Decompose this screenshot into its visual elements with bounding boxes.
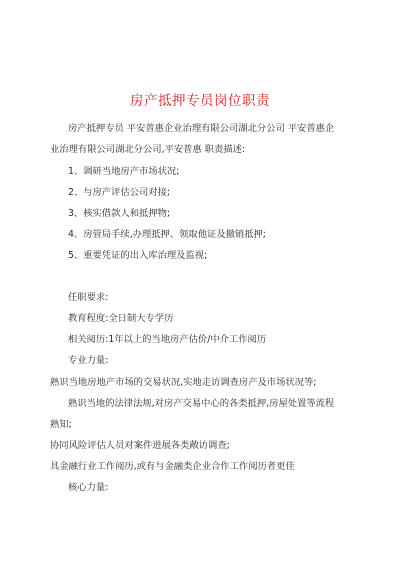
core-ability-heading: 核心力量: [68,482,109,493]
intro-line-2: 业治理有限公司湖北分公司,平安普惠 职责描述: [50,144,245,155]
duty-item-1: 1、调研当地房产市场状况; [68,166,180,177]
experience-requirement: 相关阅历:1年以上的当地房产估价/中介工作阅历 [68,334,267,345]
ability-item-3: 协同风险评估人员对案件进展各类敞访调查; [50,440,230,451]
duty-item-2: 2、与房产评估公司对接; [68,187,171,198]
ability-heading: 专业力量: [68,355,109,366]
duty-item-3: 3、核实借款人和抵押物; [68,208,171,219]
duty-item-5: 5、重要凭证的出入库治理及监视; [68,250,208,261]
intro-line-1: 房产抵押专员 平安普惠企业治理有限公司湖北分公司 平安普惠企 [68,123,335,134]
ability-item-1: 熟识当地房地产市场的交易状况,实地走访调查房产及市场状况等; [50,377,317,388]
ability-item-4: 具金融行业工作阅历,或有与金融类企业合作工作阅历者更佳 [50,461,295,472]
requirements-heading: 任职要求: [68,292,109,303]
education-requirement: 教育程度:全日制大专学历 [68,313,174,324]
document-title: 房产抵押专员岗位职责 [130,93,270,109]
ability-item-2-continued: 熟知; [50,419,72,430]
duty-item-4: 4、房管局手续,办理抵押、领取他证及撤销抵押; [68,229,266,240]
ability-item-2: 熟识当地的法律法规,对房产交易中心的各类抵押,房屋处置等流程 [68,398,335,409]
